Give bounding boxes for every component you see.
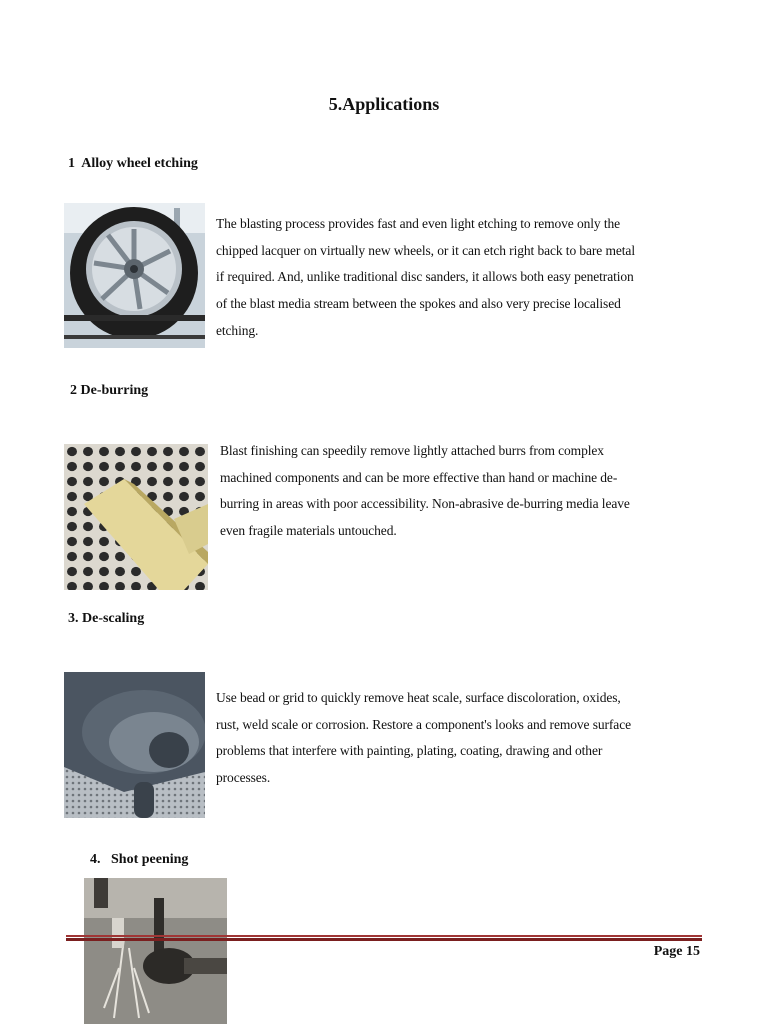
section-heading-de-burring: 2 De-burring xyxy=(70,383,149,398)
shot-peening-image xyxy=(84,878,227,1024)
gloved-hand-image xyxy=(64,672,205,818)
text-line: machined components and can be more effective than hand or machine de- xyxy=(220,469,618,485)
section-heading-shot-peening: 4. Shot peening xyxy=(90,852,189,867)
text-line: even fragile materials untouched. xyxy=(220,523,397,539)
page-title: 5.Applications xyxy=(328,94,440,114)
text-line: Use bead or grid to quickly remove heat scale, surface discoloration, oxides, xyxy=(216,690,621,705)
text-line: chipped lacquer on virtually new wheels, or it can etch right back to bare metal xyxy=(216,242,635,258)
footer-rule xyxy=(66,935,702,943)
text-line: problems that interfere with painting, plating, coating, drawing and other xyxy=(216,743,603,759)
text-line: of the blast media stream between the spokes and also very precise localised xyxy=(216,296,621,312)
text-line: rust, weld scale or corrosion. Restore a component's looks and remove surface xyxy=(216,716,631,732)
section-heading-de-scaling: 3. De-scaling xyxy=(68,611,145,626)
perforated-plate-image xyxy=(64,444,208,590)
section-paragraph-de-scaling xyxy=(216,685,631,792)
text-line: burring in areas with poor accessibility. Non-abrasive de-burring media leave xyxy=(220,496,630,512)
text-line: Blast finishing can speedily remove lightly attached burrs from complex xyxy=(220,443,604,458)
alloy-wheel-image xyxy=(64,203,205,348)
page-number: Page 15 xyxy=(653,944,700,959)
text-line: if required. And, unlike traditional disc sanders, it allows both easy penetration xyxy=(216,269,634,285)
section-heading-alloy-wheel: 1 Alloy wheel etching xyxy=(68,156,198,171)
text-line: etching. xyxy=(216,322,259,338)
section-paragraph-alloy-wheel xyxy=(216,211,635,345)
text-line: The blasting process provides fast and even light etching to remove only the xyxy=(216,216,621,231)
section-paragraph-de-burring xyxy=(220,438,630,545)
text-line: processes. xyxy=(216,770,271,786)
